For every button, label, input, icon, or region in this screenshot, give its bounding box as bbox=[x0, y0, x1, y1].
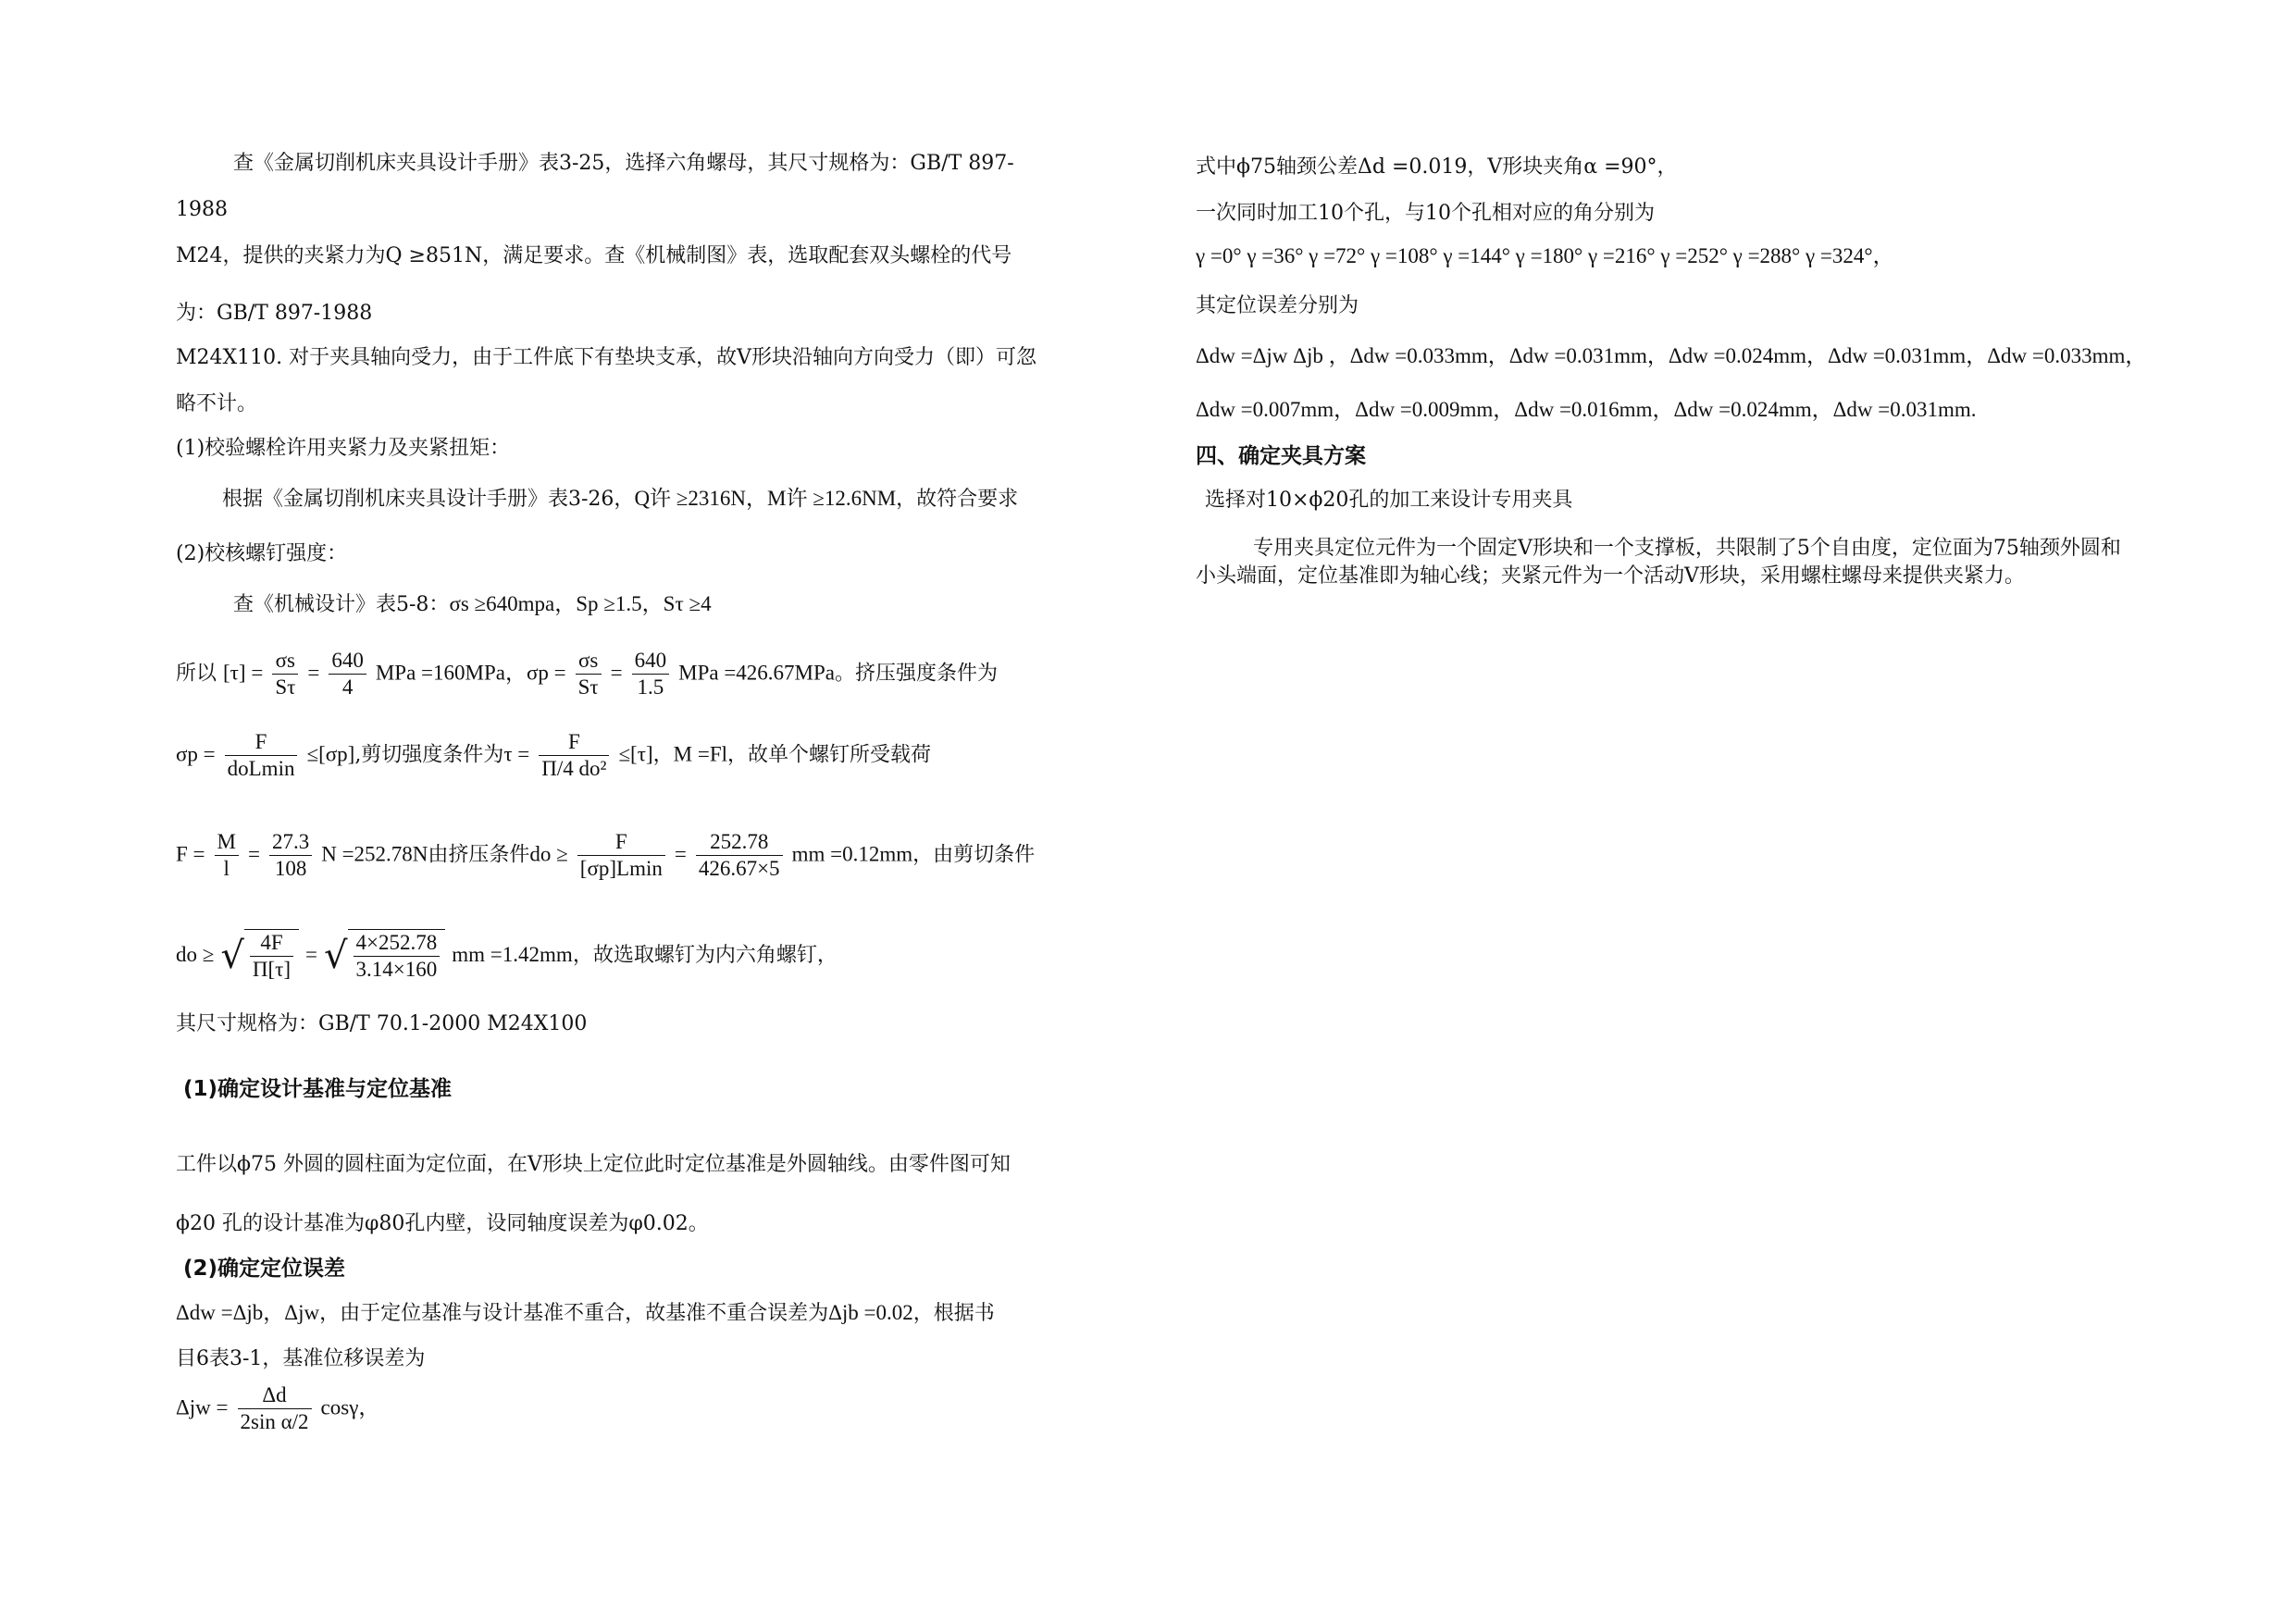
text-line: M24，提供的夹紧力为Q ≥851N，满足要求。查《机械制图》表，选取配套双头螺栓的代号 bbox=[176, 244, 1012, 267]
text-span: ，由于定位基准与设计基准不重合，故基准不重合误差为 bbox=[319, 1302, 829, 1325]
numerator: M bbox=[215, 829, 239, 856]
denominator: 3.14×160 bbox=[355, 958, 438, 981]
formula-line bbox=[222, 485, 1018, 514]
fraction bbox=[632, 648, 670, 700]
sqrt-icon: √ bbox=[220, 935, 244, 977]
denominator: 4 bbox=[341, 675, 354, 699]
math-span: ≤[τ] bbox=[618, 742, 653, 766]
denominator: Sτ bbox=[275, 675, 296, 699]
formula-line bbox=[176, 648, 998, 700]
fraction bbox=[696, 829, 783, 882]
fraction bbox=[354, 930, 441, 983]
section-heading: 四、确定夹具方案 bbox=[1196, 444, 1366, 468]
text-line: 目6表3-1，基准位移误差为 bbox=[176, 1347, 426, 1370]
text-span: ,剪切强度条件为 bbox=[354, 743, 504, 767]
sqrt-icon: √ bbox=[324, 935, 348, 977]
text-span: ，故单个螺钉所受载荷 bbox=[727, 743, 932, 767]
formula-line: Δdw =Δjw Δjb ，Δdw =0.033mm，Δdw =0.031mm，Δdw =0.024mm，Δdw =0.031mm，Δdw =0.033mm， bbox=[1196, 344, 2147, 367]
math-span: = bbox=[247, 842, 260, 866]
fraction bbox=[539, 729, 609, 782]
numerator: 4×252.78 bbox=[354, 930, 441, 957]
section-heading: (2)确定定位误差 bbox=[183, 1257, 346, 1281]
formula-line bbox=[176, 1299, 995, 1328]
numerator: σs bbox=[576, 648, 602, 675]
denominator: 1.5 bbox=[637, 675, 664, 699]
math-span: Δjw = bbox=[176, 1395, 229, 1419]
denominator: Π/4 do² bbox=[541, 757, 607, 780]
text-line: 选择对10×ϕ20孔的加工来设计专用夹具 bbox=[1205, 489, 1573, 512]
math-span: = bbox=[307, 661, 320, 685]
text-line: (2)校核螺钉强度： bbox=[176, 542, 348, 565]
formula-line bbox=[176, 1382, 379, 1435]
formula-line bbox=[176, 829, 1035, 882]
math-span: Q许 ≥2316N，M许 ≥12.6NM bbox=[634, 487, 897, 510]
denominator: 2sin α/2 bbox=[240, 1410, 309, 1433]
text-span: ，故符合要求 bbox=[896, 488, 1019, 511]
denominator: Π[τ] bbox=[252, 958, 292, 981]
numerator: F bbox=[577, 829, 665, 856]
text-span: 由挤压条件 bbox=[428, 843, 530, 867]
math-span: ≤[σp] bbox=[306, 742, 355, 766]
section-heading: (1)确定设计基准与定位基准 bbox=[183, 1077, 453, 1101]
text-line: 其定位误差分别为 bbox=[1196, 294, 1359, 317]
fraction bbox=[577, 829, 665, 882]
text-line: 查《金属切削机床夹具设计手册》表3-25，选择六角螺母，其尺寸规格为：GB/T 897- bbox=[233, 152, 1014, 175]
text-line: 工件以ϕ75 外圆的圆柱面为定位面，在V形块上定位此时定位基准是外圆轴线。由零件图可知 bbox=[176, 1153, 1011, 1176]
text-span: 根据《金属切削机床夹具设计手册》表3-26， bbox=[222, 488, 635, 511]
numerator: 252.78 bbox=[696, 829, 783, 856]
fraction bbox=[269, 829, 312, 882]
denominator: Sτ bbox=[577, 675, 599, 699]
formula-line bbox=[176, 929, 838, 983]
text-line: ϕ20 孔的设计基准为φ80孔内壁，设同轴度误差为φ0.02。 bbox=[176, 1212, 709, 1235]
fraction bbox=[272, 648, 298, 700]
fraction bbox=[329, 648, 366, 700]
math-span: mm =0.12mm bbox=[791, 842, 913, 866]
math-span: = bbox=[610, 661, 623, 685]
math-span: MPa =426.67MPa bbox=[678, 661, 835, 685]
math-span: cosγ， bbox=[320, 1395, 380, 1419]
numerator: 4F bbox=[250, 930, 293, 957]
text-line: 略不计。 bbox=[176, 392, 258, 415]
math-span: N =252.78N bbox=[321, 842, 428, 866]
denominator: 108 bbox=[274, 857, 307, 880]
fraction bbox=[576, 648, 602, 700]
fraction bbox=[225, 729, 298, 782]
text-line: 其尺寸规格为：GB/T 70.1-2000 M24X100 bbox=[176, 1012, 588, 1035]
numerator: F bbox=[539, 729, 609, 756]
math-span: = bbox=[674, 842, 687, 866]
math-span: [τ] = bbox=[223, 661, 264, 685]
numerator: 640 bbox=[632, 648, 670, 675]
text-span: ，故选取螺钉为内六角螺钉， bbox=[572, 944, 838, 967]
math-span: do ≥ bbox=[176, 943, 215, 966]
text-line: 1988 bbox=[176, 198, 228, 221]
formula-line bbox=[176, 729, 931, 782]
fraction bbox=[250, 930, 293, 983]
numerator: 640 bbox=[329, 648, 366, 675]
fraction bbox=[238, 1382, 312, 1435]
text-line: M24X110. 对于夹具轴向受力，由于工件底下有垫块支承，故V形块沿轴向方向受力（即）可忽 bbox=[176, 346, 1037, 369]
denominator: doLmin bbox=[227, 757, 295, 780]
formula-line: Δdw =0.007mm，Δdw =0.009mm，Δdw =0.016mm，Δdw =0.024mm，Δdw =0.031mm. bbox=[1196, 398, 1977, 421]
math-span: σs ≥640mpa，Sp ≥1.5，Sτ ≥4 bbox=[449, 592, 712, 615]
text-span: 查《机械设计》表5-8： bbox=[233, 593, 450, 616]
math-span: σp = bbox=[176, 742, 216, 766]
text-span: 所以 bbox=[176, 662, 217, 686]
math-span: M =Fl bbox=[673, 742, 727, 766]
denominator: [σp]Lmin bbox=[579, 857, 663, 880]
text-line: (1)校验螺栓许用夹紧力及夹紧扭矩： bbox=[176, 437, 511, 460]
text-span: ，由剪切条件 bbox=[912, 843, 1036, 867]
numerator: σs bbox=[272, 648, 298, 675]
paragraph: 专用夹具定位元件为一个固定V形块和一个支撑板，共限制了5个自由度，定位面为75轴颈外圆和小头端面，定位基准即为轴心线；夹紧元件为一个活动V形块，采用螺柱螺母来提供夹紧力。 bbox=[1196, 537, 2121, 588]
denominator: l bbox=[223, 857, 230, 880]
math-span: F = bbox=[176, 842, 205, 866]
math-span: = bbox=[305, 943, 318, 966]
text-span: ， bbox=[652, 743, 674, 767]
sqrt-body bbox=[244, 929, 299, 983]
text-line: 为：GB/T 897-1988 bbox=[176, 302, 373, 325]
text-line: 一次同时加工10个孔，与10个孔相对应的角分别为 bbox=[1196, 202, 1655, 225]
numerator: 27.3 bbox=[269, 829, 312, 856]
denominator: 426.67×5 bbox=[698, 857, 780, 880]
formula-line bbox=[233, 590, 712, 619]
math-span: mm =1.42mm bbox=[452, 943, 573, 966]
math-span: τ = bbox=[503, 742, 530, 766]
fraction bbox=[215, 829, 239, 882]
math-span: do ≥ bbox=[529, 842, 568, 866]
formula-line: γ =0° γ =36° γ =72° γ =108° γ =144° γ =180° γ =216° γ =252° γ =288° γ =324°， bbox=[1196, 244, 1894, 267]
math-span: Δjb =0.02 bbox=[828, 1301, 913, 1324]
text-line: 式中ϕ75轴颈公差Δd =0.019，V形块夹角α =90°， bbox=[1196, 155, 1678, 179]
numerator: F bbox=[225, 729, 298, 756]
math-span: MPa =160MPa，σp = bbox=[375, 661, 566, 685]
text-span: 。挤压强度条件为 bbox=[835, 662, 999, 686]
numerator: Δd bbox=[238, 1382, 312, 1409]
sqrt-body bbox=[348, 929, 446, 983]
text-span: ，根据书 bbox=[912, 1302, 995, 1325]
math-span: Δdw =Δjb，Δjw bbox=[176, 1301, 320, 1324]
